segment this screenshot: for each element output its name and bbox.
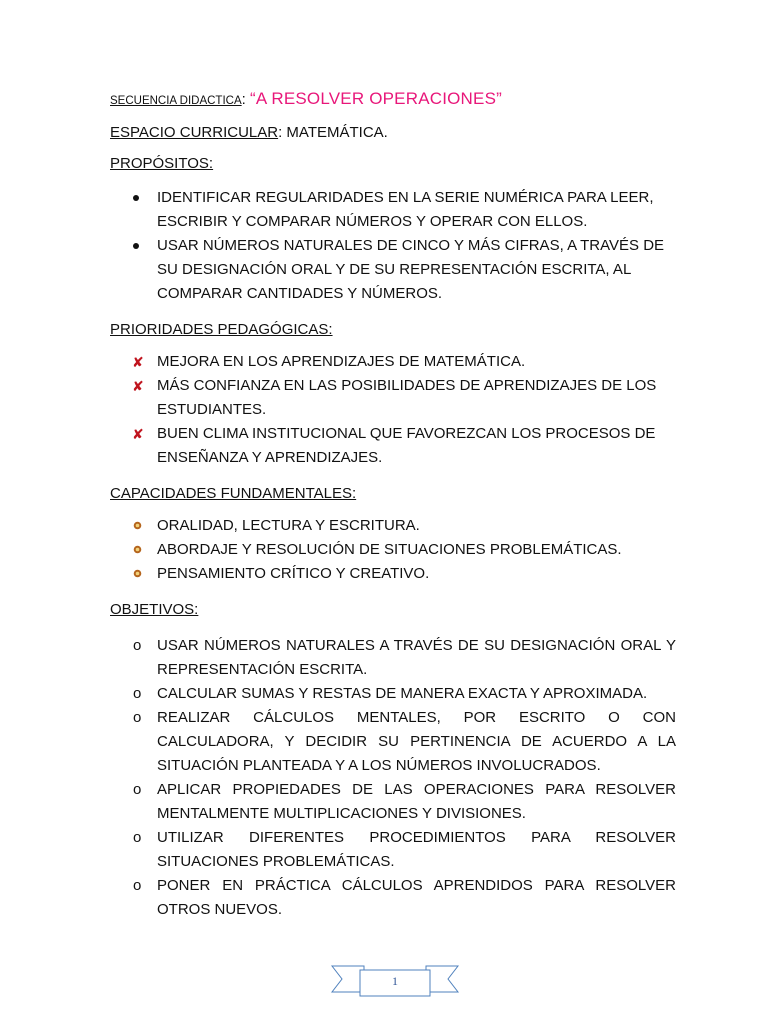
title-line	[110, 87, 502, 113]
objetivos-list	[110, 634, 676, 922]
list-item: ORALIDAD, LECTURA Y ESCRITURA.	[110, 514, 676, 538]
list-item: USAR NÚMEROS NATURALES DE CINCO Y MÁS CIFRAS, A TRAVÉS DE SU DESIGNACIÓN ORAL Y DE SU REPRESENTACIÓN ESCRITA, AL COMPARAR CANTIDADES Y NÚMEROS.	[110, 234, 676, 306]
list-item: ✘ MEJORA EN LOS APRENDIZAJES DE MATEMÁTICA.	[110, 350, 676, 374]
bullet-dot-icon	[133, 243, 139, 249]
capacidades-list	[110, 514, 676, 586]
page-number: 1	[392, 974, 398, 988]
propositos-list	[110, 186, 676, 306]
title-colon: :	[241, 91, 246, 108]
secuencia-label: SECUENCIA DIDACTICA	[110, 95, 242, 107]
list-item: o PONER EN PRÁCTICA CÁLCULOS APRENDIDOS PARA RESOLVER OTROS NUEVOS.	[110, 874, 676, 922]
red-x-icon: ✘	[132, 355, 144, 371]
prioridades-list	[110, 350, 676, 470]
objetivos-heading: OBJETIVOS:	[110, 601, 199, 618]
circle-o-icon: o	[133, 829, 142, 846]
circle-o-icon: o	[133, 781, 142, 798]
circle-o-icon: o	[133, 709, 142, 726]
page-title: “A RESOLVER OPERACIONES”	[249, 89, 502, 108]
espacio-label: ESPACIO CURRICULAR	[110, 124, 279, 141]
propositos-heading: PROPÓSITOS:	[110, 155, 214, 172]
list-item: ✘ BUEN CLIMA INSTITUCIONAL QUE FAVOREZCAN LOS PROCESOS DE ENSEÑANZA Y APRENDIZAJES.	[132, 425, 656, 466]
list-item: o REALIZAR CÁLCULOS MENTALES, POR ESCRITO O CON CALCULADORA, Y DECIDIR SU PERTINENCIA DE ACUERDO A LA SITUACIÓN PLANTEADA Y A LOS NÚMEROS INVOLUCRADOS.	[110, 706, 676, 778]
page-number-banner	[330, 962, 460, 998]
list-item: IDENTIFICAR REGULARIDADES EN LA SERIE NUMÉRICA PARA LEER, ESCRIBIR Y COMPARAR NÚMEROS Y OPERAR CON ELLOS.	[110, 186, 676, 234]
sun-bullet-icon	[133, 521, 142, 530]
capacidades-heading: CAPACIDADES FUNDAMENTALES:	[110, 485, 357, 502]
list-item: ABORDAJE Y RESOLUCIÓN DE SITUACIONES PROBLEMÁTICAS.	[110, 538, 676, 562]
red-x-icon: ✘	[132, 427, 144, 443]
sun-bullet-icon	[133, 545, 142, 554]
bullet-dot-icon	[133, 195, 139, 201]
list-item: o UTILIZAR DIFERENTES PROCEDIMIENTOS PARA RESOLVER SITUACIONES PROBLEMÁTICAS.	[110, 826, 676, 874]
espacio-line	[110, 121, 388, 145]
sun-bullet-icon	[133, 569, 142, 578]
list-item: PENSAMIENTO CRÍTICO Y CREATIVO.	[110, 562, 676, 586]
list-item: ✘ MÁS CONFIANZA EN LAS POSIBILIDADES DE APRENDIZAJES DE LOS ESTUDIANTES.	[132, 377, 657, 418]
list-item: o USAR NÚMEROS NATURALES A TRAVÉS DE SU DESIGNACIÓN ORAL Y REPRESENTACIÓN ESCRITA.	[110, 634, 676, 682]
circle-o-icon: o	[133, 877, 142, 894]
list-item: o CALCULAR SUMAS Y RESTAS DE MANERA EXACTA Y APROXIMADA.	[110, 682, 676, 706]
circle-o-icon: o	[133, 685, 142, 702]
red-x-icon: ✘	[132, 379, 144, 395]
circle-o-icon: o	[133, 637, 142, 654]
espacio-value: : MATEMÁTICA.	[278, 124, 388, 141]
prioridades-heading: PRIORIDADES PEDAGÓGICAS:	[110, 321, 333, 338]
list-item: o APLICAR PROPIEDADES DE LAS OPERACIONES PARA RESOLVER MENTALMENTE MULTIPLICACIONES Y DIVISIONES.	[110, 778, 676, 826]
